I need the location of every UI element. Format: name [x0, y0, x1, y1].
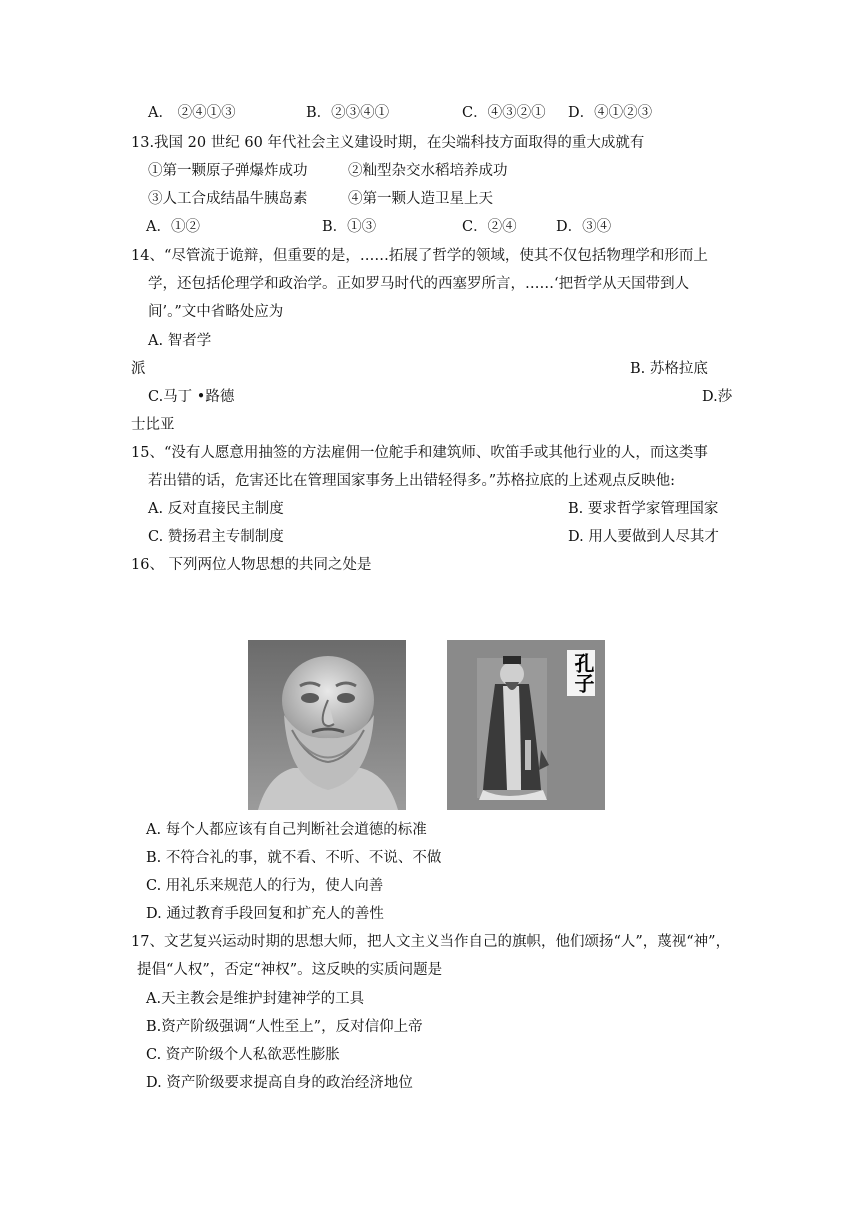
q13-stem: 13.我国 20 世纪 60 年代社会主义建设时期，在尖端科技方面取得的重大成就有	[131, 135, 645, 151]
q17-option-d: D. 资产阶级要求提高自身的政治经济地位	[146, 1075, 413, 1091]
confucius-image	[447, 640, 605, 810]
q15-option-d: D. 用人要做到人尽其才	[568, 529, 719, 545]
q17-stem-line-1: 17、文艺复兴运动时期的思想大师，把人文主义当作自己的旗帜，他们颂扬“人”，蔑视“神”，	[131, 934, 731, 950]
q12-option-d: D．④①②③	[568, 105, 653, 121]
q15-option-b: B. 要求哲学家管理国家	[568, 501, 719, 517]
q13-item-3: ③人工合成结晶牛胰岛素	[148, 191, 308, 207]
q14-option-c: C.马丁 •路德	[148, 389, 235, 405]
q13-item-2: ②籼型杂交水稻培养成功	[348, 163, 508, 179]
q13-option-c: C．②④	[462, 219, 517, 235]
q17-option-c: C. 资产阶级个人私欲恶性膨胀	[146, 1047, 340, 1063]
q17-stem-line-2: 提倡“人权”，否定“神权”。这反映的实质问题是	[137, 962, 443, 978]
q17-option-a: A.天主教会是维护封建神学的工具	[146, 991, 365, 1007]
q15-stem-line-1: 15、“没有人愿意用抽签的方法雇佣一位舵手和建筑师、吹笛手或其他行业的人，而这类事	[131, 445, 708, 461]
q16-option-d: D. 通过教育手段回复和扩充人的善性	[146, 906, 384, 922]
q14-option-d: D.莎	[702, 389, 733, 405]
q12-option-b: B．②③④①	[306, 105, 390, 121]
q13-item-4: ④第一颗人造卫星上天	[348, 191, 493, 207]
q14-stem-line-3: 间’。”文中省略处应为	[148, 304, 284, 320]
q14-stem-line-1: 14、“尽管流于诡辩，但重要的是，……拓展了哲学的领域，使其不仅包括物理学和形而上	[131, 248, 708, 264]
q12-option-a: A． ②④①③	[148, 105, 236, 121]
q16-option-b: B. 不符合礼的事，就不看、不听、不说、不做	[146, 850, 442, 866]
q16-option-c: C. 用礼乐来规范人的行为，使人向善	[146, 878, 384, 894]
q15-stem-line-2: 若出错的话，危害还比在管理国家事务上出错轻得多。”苏格拉底的上述观点反映他:	[148, 473, 676, 489]
q13-option-b: B．①③	[322, 219, 377, 235]
q15-option-a: A. 反对直接民主制度	[148, 501, 284, 517]
q12-option-c: C．④③②①	[462, 105, 546, 121]
q14-option-b: B. 苏格拉底	[630, 361, 708, 377]
q14-option-d-wrap: 士比亚	[131, 417, 175, 433]
socrates-bust-drawing	[248, 640, 406, 810]
q13-option-a: A．①②	[146, 219, 200, 235]
q13-item-1: ①第一颗原子弹爆炸成功	[148, 163, 308, 179]
q16-option-a: A. 每个人都应该有自己判断社会道德的标准	[146, 822, 427, 838]
q14-option-a-wrap: 派	[131, 361, 146, 377]
q16-stem: 16、 下列两位人物思想的共同之处是	[131, 557, 372, 573]
q13-option-d: D．③④	[556, 219, 612, 235]
confucius-label: 孔子	[567, 650, 595, 696]
q17-option-b: B.资产阶级强调“人性至上”，反对信仰上帝	[146, 1019, 423, 1035]
q14-option-a: A. 智者学	[148, 333, 212, 349]
socrates-bust-image	[248, 640, 406, 810]
q14-stem-line-2: 学，还包括伦理学和政治学。正如罗马时代的西塞罗所言，……‘把哲学从天国带到人	[148, 276, 690, 292]
q15-option-c: C. 赞扬君主专制制度	[148, 529, 284, 545]
